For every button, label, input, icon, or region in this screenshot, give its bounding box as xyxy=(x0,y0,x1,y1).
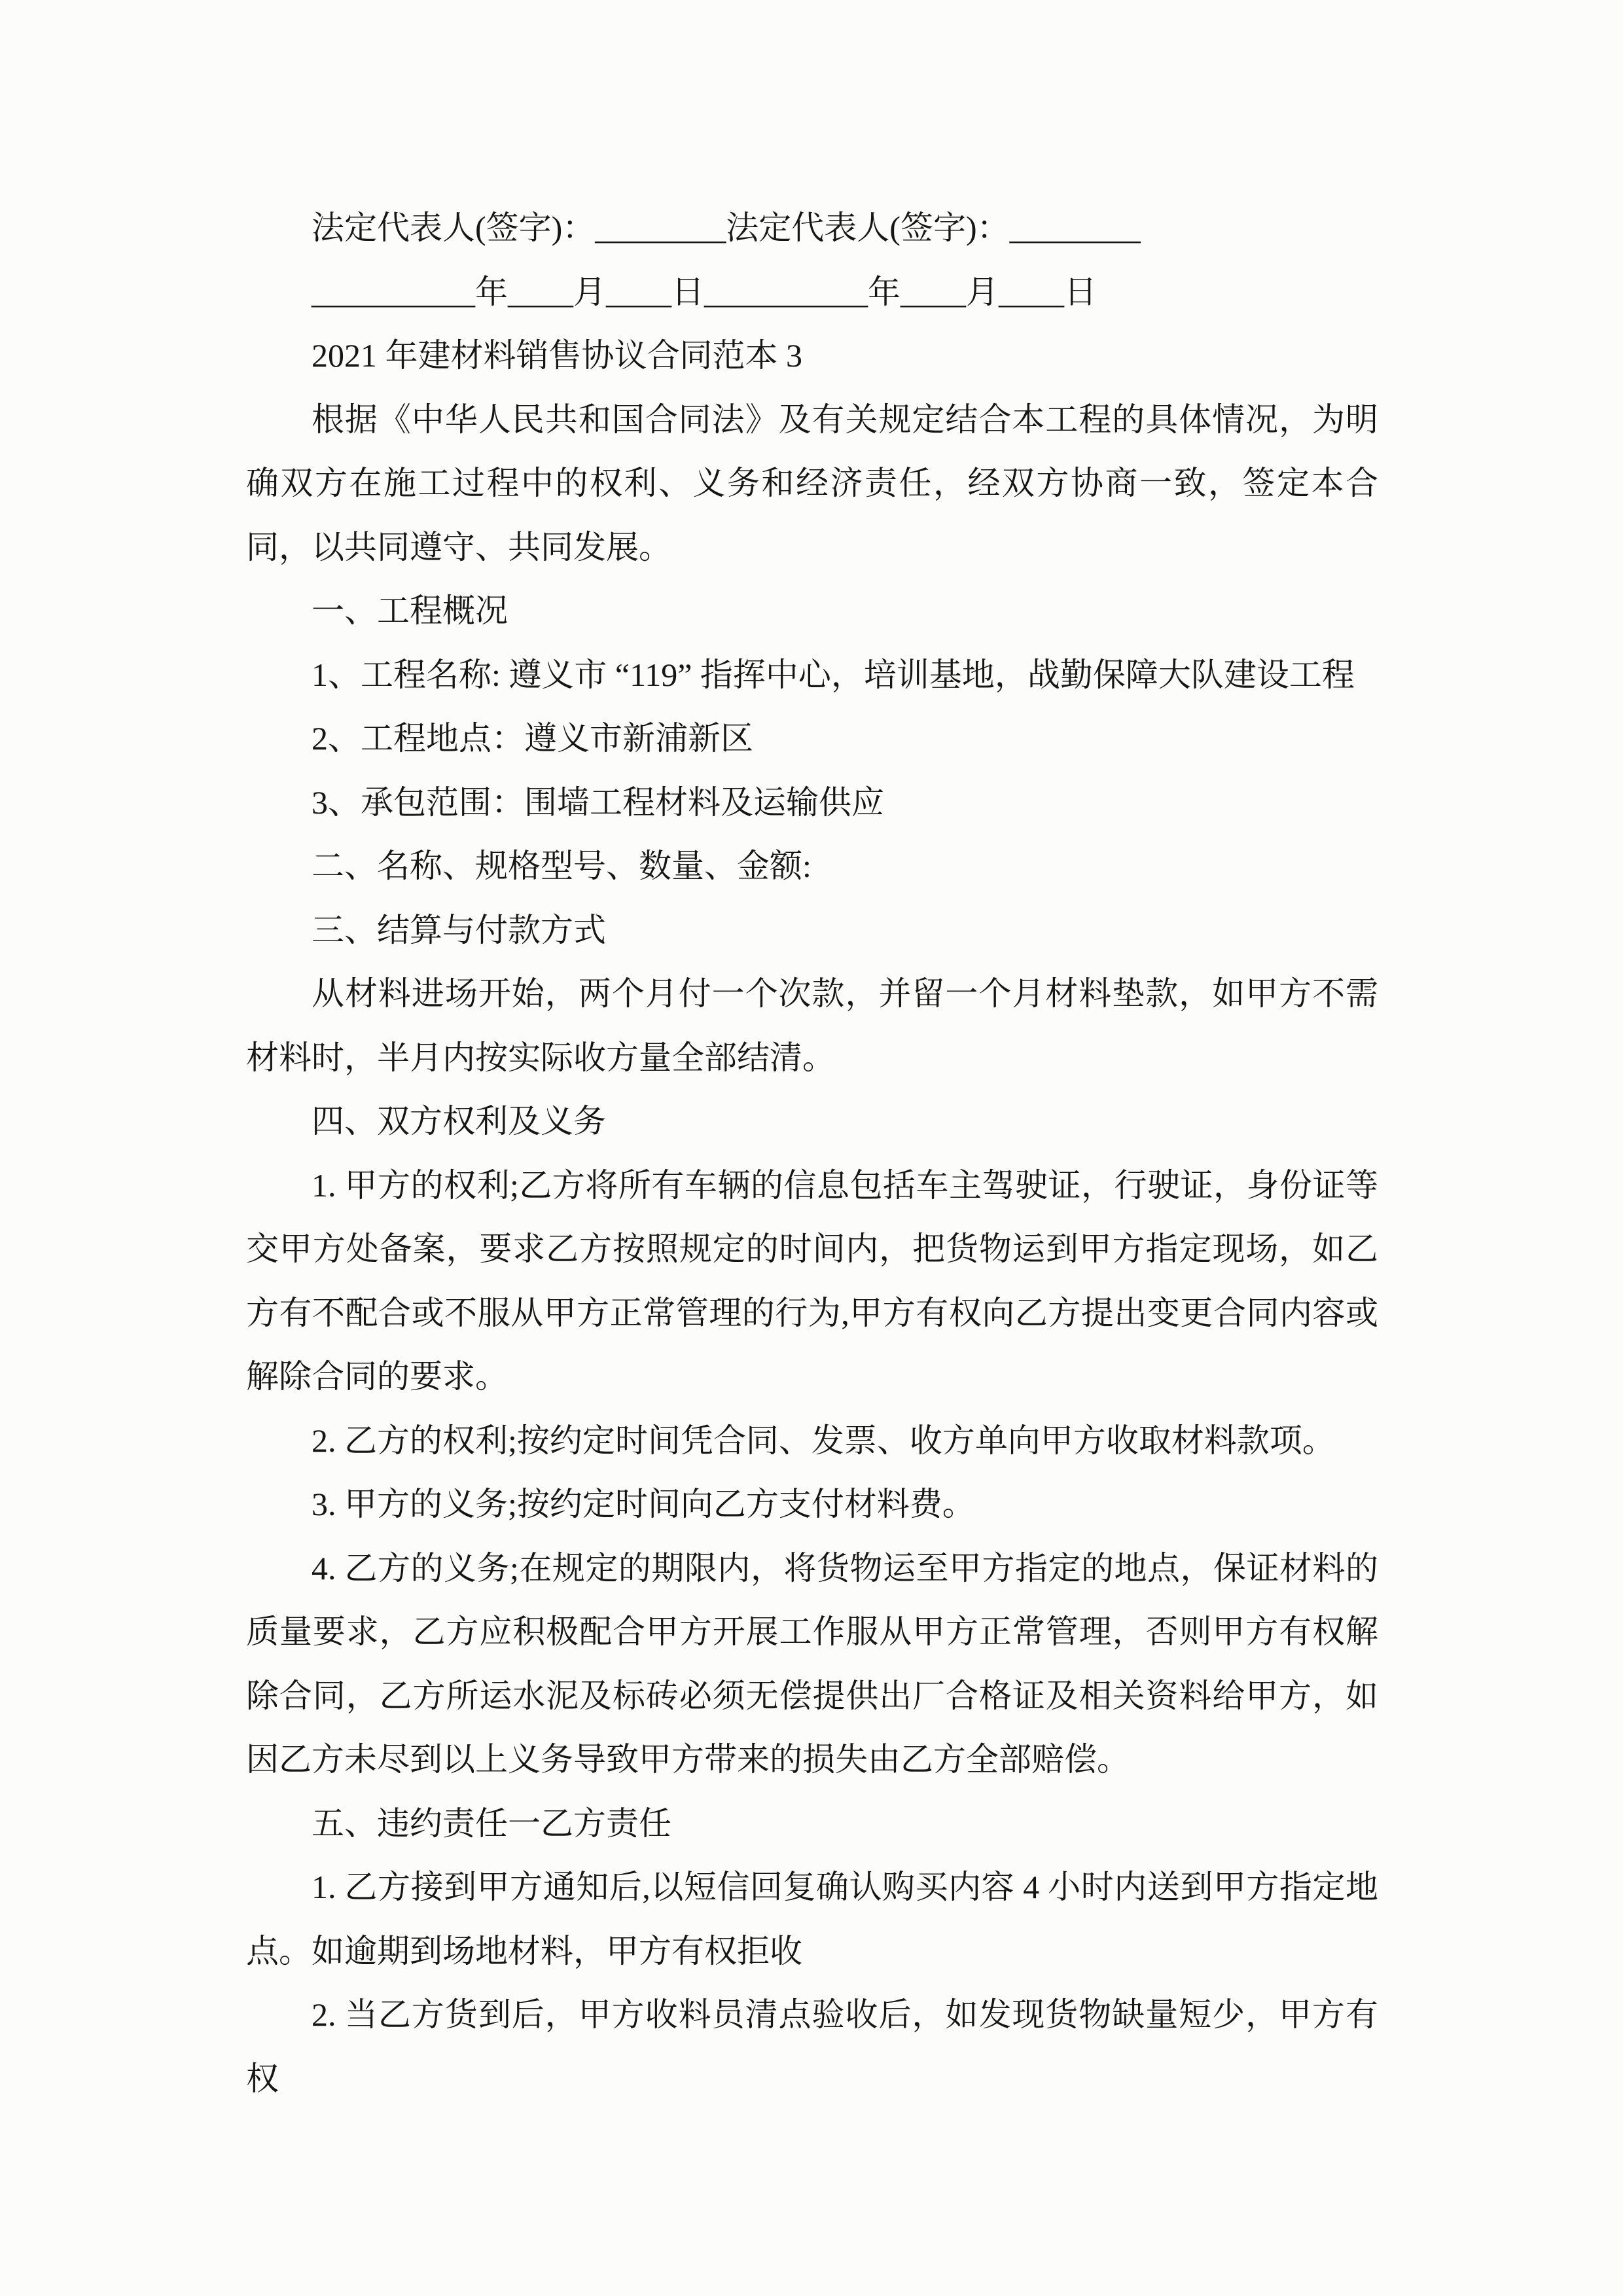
section-4-item-1: 1. 甲方的权利;乙方将所有车辆的信息包括车主驾驶证，行驶证，身份证等交甲方处备案，要求乙方按照规定的时间内，把货物运到甲方指定现场，如乙方有不配合或不服从甲方正常管理的行为,甲方有权向乙方提出变更合同内容或解除合同的要求。 xyxy=(246,1166,1378,1395)
signature-line: 法定代表人(签字)：________法定代表人(签字)：________ xyxy=(312,209,1141,246)
section-5-item-2: 2. 当乙方货到后，甲方收料员清点验收后，如发现货物缺量短少，甲方有权 xyxy=(246,1996,1378,2097)
section-1-item-3: 3、承包范围：围墙工程材料及运输供应 xyxy=(312,783,884,821)
section-1-heading: 一、工程概况 xyxy=(312,592,508,629)
intro-paragraph: 根据《中华人民共和国合同法》及有关规定结合本工程的具体情况，为明确双方在施工过程中的权利、义务和经济责任，经双方协商一致，签定本合同，以共同遵守、共同发展。 xyxy=(246,401,1378,565)
section-4-heading: 四、双方权利及义务 xyxy=(312,1103,606,1139)
section-1-item-1: 1、工程名称: 遵义市 “119” 指挥中心，培训基地，战勤保障大队建设工程 xyxy=(312,656,1355,693)
section-2-heading: 二、名称、规格型号、数量、金额: xyxy=(312,848,812,884)
section-5-heading: 五、违约责任一乙方责任 xyxy=(312,1804,671,1842)
section-4-item-2: 2. 乙方的权利;按约定时间凭合同、发票、收方单向甲方收取材料款项。 xyxy=(312,1422,1335,1459)
section-3-heading: 三、结算与付款方式 xyxy=(312,911,606,948)
section-4-item-3: 3. 甲方的义务;按约定时间向乙方支付材料费。 xyxy=(312,1486,975,1522)
date-line: __________年____月____日__________年____月____日 xyxy=(312,273,1097,310)
section-1-item-2: 2、工程地点：遵义市新浦新区 xyxy=(312,720,753,757)
contract-document xyxy=(246,196,1378,2111)
section-4-item-4: 4. 乙方的义务;在规定的期限内，将货物运至甲方指定的地点，保证材料的质量要求，乙方应积极配合甲方开展工作服从甲方正常管理，否则甲方有权解除合同，乙方所运水泥及标砖必须无偿提供出厂合格证及相关资料给甲方，如因乙方未尽到以上义务导致甲方带来的损失由乙方全部赔偿。 xyxy=(246,1549,1378,1778)
section-3-paragraph: 从材料进场开始，两个月付一个次款，并留一个月材料垫款，如甲方不需材料时，半月内按实际收方量全部结清。 xyxy=(246,975,1378,1076)
section-5-item-1: 1. 乙方接到甲方通知后,以短信回复确认购买内容 4 小时内送到甲方指定地点。如逾期到场地材料，甲方有权拒收 xyxy=(246,1869,1378,1969)
doc-title: 2021 年建材料销售协议合同范本 3 xyxy=(312,337,802,374)
